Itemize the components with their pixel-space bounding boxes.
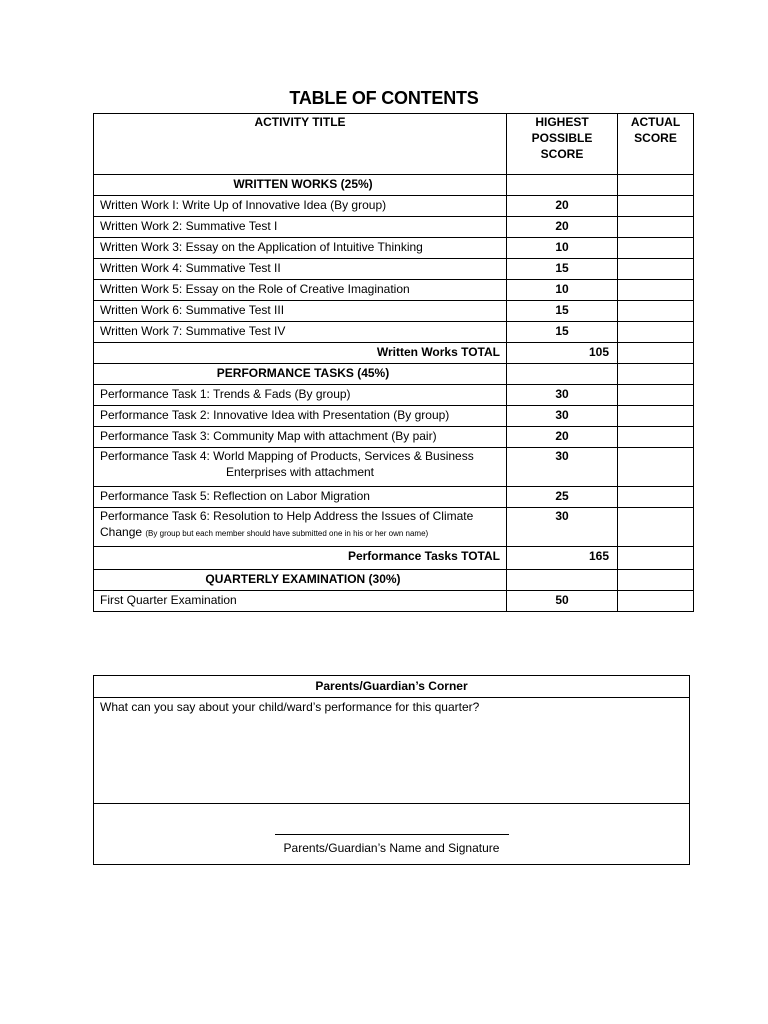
highest-score: 20 — [507, 427, 618, 448]
highest-score: 15 — [507, 301, 618, 322]
highest-score-header: HIGHEST POSSIBLE SCORE — [507, 114, 618, 175]
activity-title: Performance Task 5: Reflection on Labor Migration — [94, 487, 507, 508]
page-title: TABLE OF CONTENTS — [289, 88, 479, 108]
parents-guardian-corner — [93, 675, 690, 865]
activity-title: Written Work 5: Essay on the Role of Creative Imagination — [94, 280, 507, 301]
total-value: 165 — [507, 547, 618, 570]
actual-score-cell[interactable] — [618, 406, 694, 427]
table-row — [94, 217, 694, 238]
highest-score: 30 — [507, 508, 618, 547]
actual-score-cell[interactable] — [618, 547, 694, 570]
table-row — [94, 406, 694, 427]
total-row-written — [94, 343, 694, 364]
activity-title: Performance Task 6: Resolution to Help Address the Issues of Climate Change — [100, 509, 474, 539]
actual-score-cell[interactable] — [618, 301, 694, 322]
table-row — [94, 301, 694, 322]
table-row — [94, 238, 694, 259]
actual-score-cell[interactable] — [618, 280, 694, 301]
actual-score-cell[interactable] — [618, 448, 694, 487]
highest-score: 50 — [507, 591, 618, 612]
actual-score-cell[interactable] — [618, 343, 694, 364]
actual-score-cell[interactable] — [618, 238, 694, 259]
total-label: Performance Tasks TOTAL — [94, 547, 507, 570]
signature-area — [94, 804, 689, 857]
actual-score-cell[interactable] — [618, 217, 694, 238]
activity-title: Performance Task 1: Trends & Fads (By group) — [94, 385, 507, 406]
corner-title: Parents/Guardian’s Corner — [94, 676, 689, 698]
table-of-contents — [93, 113, 694, 612]
highest-score: 10 — [507, 280, 618, 301]
activity-title: First Quarter Examination — [94, 591, 507, 612]
section-label: PERFORMANCE TASKS (45%) — [94, 364, 507, 385]
activity-title: Performance Task 3: Community Map with attachment (By pair) — [94, 427, 507, 448]
activity-note: (By group but each member should have submitted one in his or her own name) — [145, 529, 429, 538]
table-row — [94, 487, 694, 508]
highest-score: 20 — [507, 217, 618, 238]
activity-title: Performance Task 4: World Mapping of Products, Services & Business — [100, 449, 474, 463]
actual-score-cell[interactable] — [618, 385, 694, 406]
signature-line[interactable] — [275, 820, 509, 835]
activity-title: Written Work 4: Summative Test II — [94, 259, 507, 280]
table-row — [94, 196, 694, 217]
highest-score: 15 — [507, 322, 618, 343]
activity-title-header: ACTIVITY TITLE — [94, 114, 507, 175]
activity-title-cell — [94, 508, 507, 547]
activity-title-continued: Enterprises with attachment — [225, 465, 375, 479]
signature-label: Parents/Guardian’s Name and Signature — [283, 841, 500, 855]
table-row — [94, 427, 694, 448]
comment-area[interactable] — [94, 698, 689, 804]
highest-score: 30 — [507, 385, 618, 406]
section-label: QUARTERLY EXAMINATION (30%) — [94, 570, 507, 591]
activity-title-cell — [94, 448, 507, 487]
header-row — [94, 114, 694, 175]
highest-score: 30 — [507, 448, 618, 487]
section-row-exam — [94, 570, 694, 591]
highest-score: 25 — [507, 487, 618, 508]
total-label: Written Works TOTAL — [94, 343, 507, 364]
table-row — [94, 259, 694, 280]
activity-title: Written Work I: Write Up of Innovative Idea (By group) — [94, 196, 507, 217]
activity-title: Written Work 7: Summative Test IV — [94, 322, 507, 343]
actual-score-cell[interactable] — [618, 322, 694, 343]
table-row — [94, 591, 694, 612]
table-row — [94, 385, 694, 406]
activity-title: Performance Task 2: Innovative Idea with Presentation (By group) — [94, 406, 507, 427]
section-row-performance — [94, 364, 694, 385]
highest-score: 10 — [507, 238, 618, 259]
actual-score-cell[interactable] — [618, 508, 694, 547]
actual-score-cell[interactable] — [618, 196, 694, 217]
highest-score: 15 — [507, 259, 618, 280]
section-label: WRITTEN WORKS (25%) — [94, 175, 507, 196]
activity-title: Written Work 3: Essay on the Application of Intuitive Thinking — [94, 238, 507, 259]
activity-title: Written Work 6: Summative Test III — [94, 301, 507, 322]
actual-score-cell[interactable] — [618, 427, 694, 448]
table-row — [94, 280, 694, 301]
actual-score-cell[interactable] — [618, 487, 694, 508]
total-row-performance — [94, 547, 694, 570]
total-value: 105 — [507, 343, 618, 364]
actual-score-header: ACTUAL SCORE — [618, 114, 694, 175]
actual-score-cell[interactable] — [618, 259, 694, 280]
corner-question: What can you say about your child/ward’s performance for this quarter? — [100, 700, 480, 714]
highest-score: 30 — [507, 406, 618, 427]
activity-title: Written Work 2: Summative Test I — [94, 217, 507, 238]
highest-score: 20 — [507, 196, 618, 217]
table-row — [94, 448, 694, 487]
table-row — [94, 322, 694, 343]
section-row-written — [94, 175, 694, 196]
table-row — [94, 508, 694, 547]
actual-score-cell[interactable] — [618, 591, 694, 612]
